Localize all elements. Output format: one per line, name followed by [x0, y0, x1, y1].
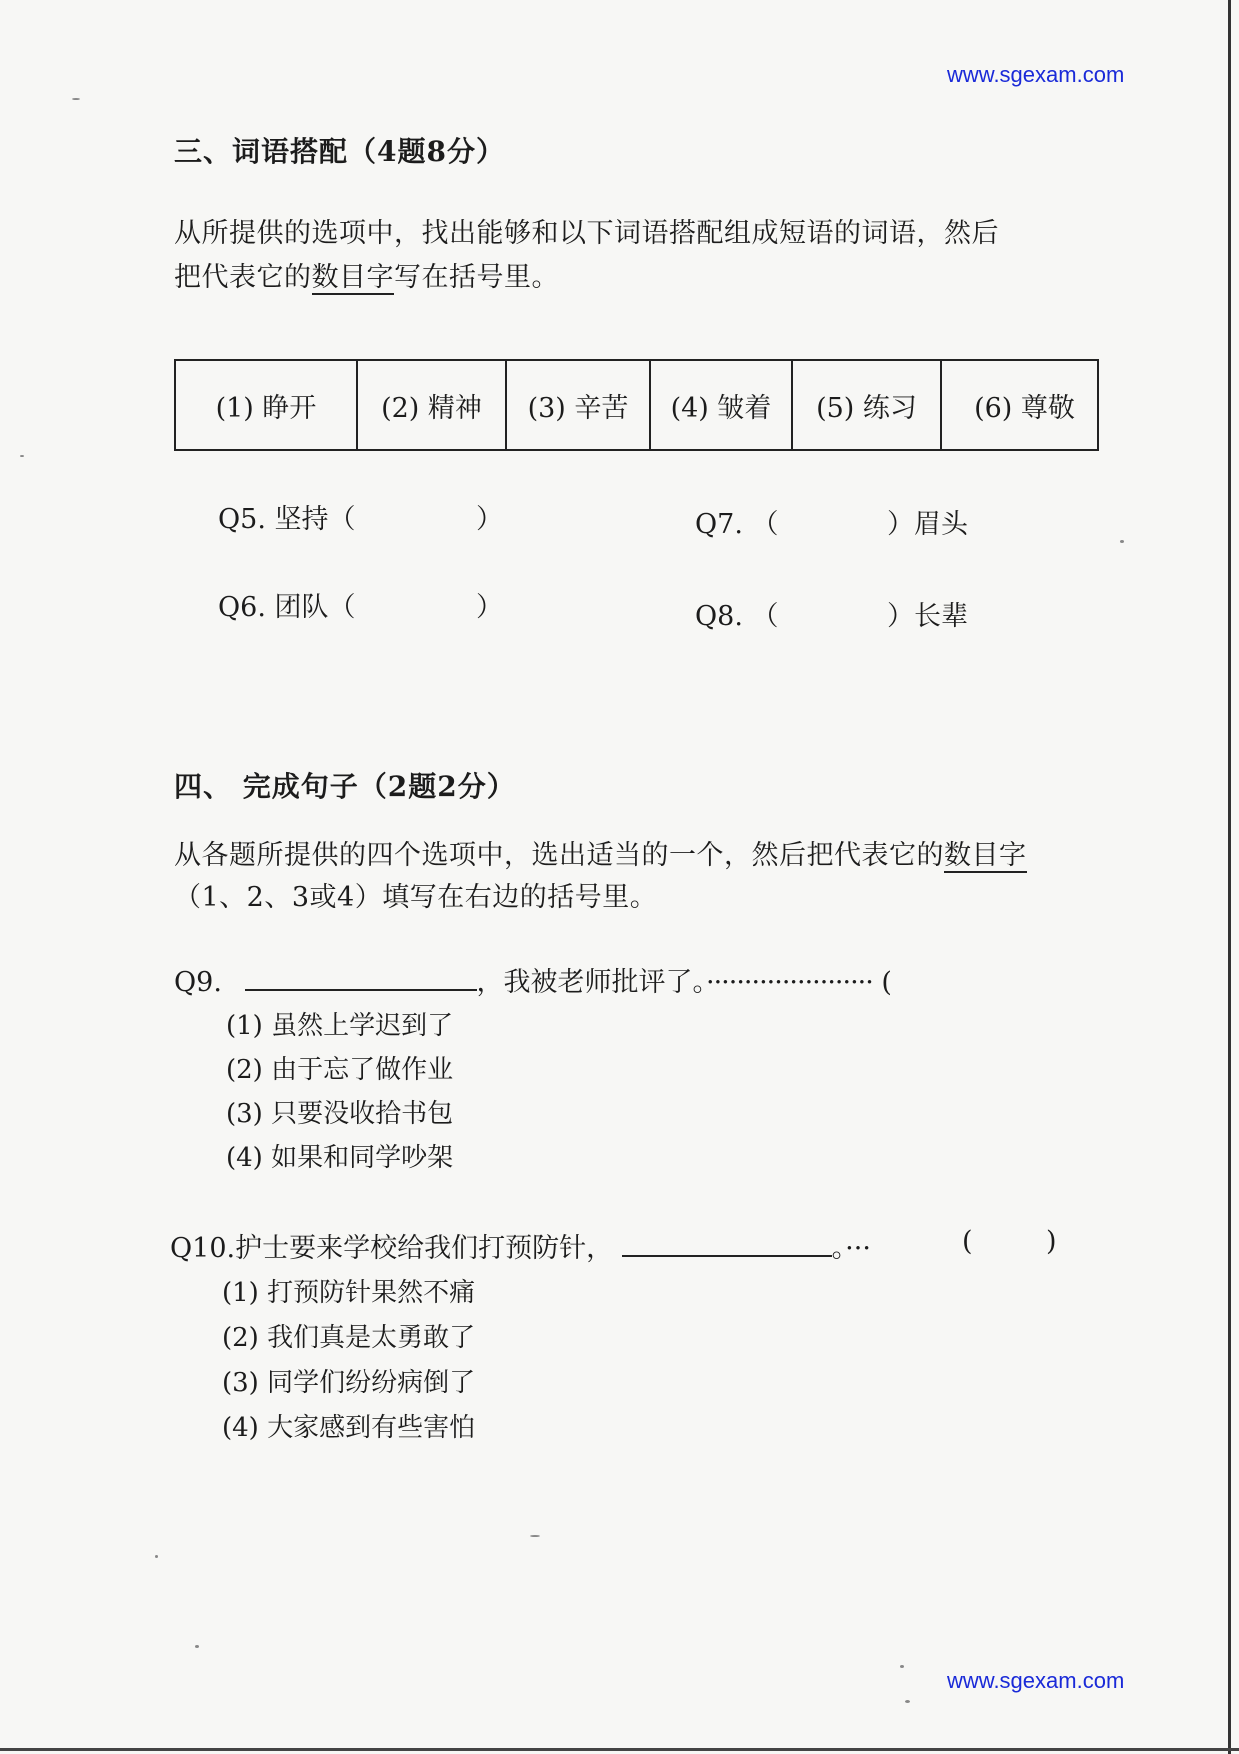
q6-close-bracket: ） — [476, 592, 503, 623]
close-bracket: ） — [887, 509, 914, 540]
section3-instruction-line2 — [174, 256, 559, 300]
question-q7: Q7. （ — [695, 509, 779, 540]
scan-speck — [20, 455, 24, 457]
q10-option-2: (2) 我们真是太勇敢了 — [222, 1323, 476, 1353]
scan-speck — [72, 98, 80, 100]
question-q6 — [218, 585, 355, 624]
q9-option-4: (4) 如果和同学吵架 — [226, 1143, 454, 1173]
sentence-end: 。··· — [831, 1233, 871, 1264]
scan-speck — [530, 1535, 540, 1537]
instruction-underlined-text: 数目字 — [944, 840, 1027, 871]
word-option: (3) 辛苦 — [507, 361, 651, 449]
question-q10 — [170, 1226, 871, 1265]
q7-answer-slot[interactable] — [785, 498, 880, 534]
close-bracket: ） — [887, 601, 914, 632]
scan-speck — [905, 1700, 910, 1703]
watermark-top[interactable]: www.sgexam.com — [947, 62, 1125, 87]
q8-answer-slot[interactable] — [785, 590, 880, 626]
q5-close-bracket: ） — [476, 504, 503, 535]
q6-answer-slot[interactable] — [372, 581, 467, 617]
leader-dots: ······················ — [706, 967, 873, 998]
q9-option-1: (1) 虽然上学迟到了 — [226, 1011, 454, 1041]
word-option: (2) 精神 — [358, 361, 507, 449]
scan-speck — [900, 1665, 904, 1668]
q9-option-3: (3) 只要没收拾书包 — [226, 1099, 454, 1129]
question-sentence: ，我被老师批评了。 — [476, 967, 706, 998]
answer-bracket-open[interactable]: ( — [881, 967, 892, 998]
question-number: Q9. — [174, 967, 222, 998]
section3-instruction-line1: 从所提供的选项中，找出能够和以下词语搭配组成短语的词语，然后 — [174, 218, 999, 249]
word-option: (5) 练习 — [793, 361, 942, 449]
question-number: Q10. — [170, 1233, 236, 1264]
q9-blank-line — [245, 989, 477, 991]
q9-option-2: (2) 由于忘了做作业 — [226, 1055, 454, 1085]
scan-speck — [195, 1645, 199, 1648]
q10-blank-line — [622, 1255, 832, 1257]
question-q8-tail — [887, 594, 968, 633]
section4-instruction-line1 — [174, 834, 1027, 878]
scan-edge-bottom — [0, 1748, 1239, 1751]
question-label: Q5. 坚持（ — [218, 504, 356, 535]
question-sentence: 护士要来学校给我们打预防针， — [235, 1233, 614, 1264]
collocation-word: 长辈 — [914, 601, 968, 632]
instruction-text: 写在括号里。 — [394, 262, 559, 293]
instruction-text: 把代表它的 — [174, 262, 312, 293]
question-q9 — [174, 960, 892, 999]
q10-option-4: (4) 大家感到有些害怕 — [222, 1413, 476, 1443]
scan-edge-right — [1228, 0, 1231, 1754]
word-option: (1) 睁开 — [176, 361, 358, 449]
question-label: Q6. 团队（ — [218, 592, 356, 623]
instruction-underlined-text: 数目字 — [311, 262, 394, 293]
section3-title: 三、词语搭配（4题8分） — [174, 135, 505, 168]
word-option: (4) 皱着 — [651, 361, 793, 449]
q10-option-1: (1) 打预防针果然不痛 — [222, 1278, 476, 1308]
section4-title: 四、 完成句子（2题2分） — [174, 770, 516, 803]
word-options-table — [174, 359, 1099, 451]
question-q7-tail — [887, 502, 968, 541]
q5-answer-slot[interactable] — [372, 493, 467, 529]
q10-bracket-open: ( — [962, 1226, 973, 1257]
q10-option-3: (3) 同学们纷纷病倒了 — [222, 1368, 476, 1398]
q10-bracket-close: ) — [1046, 1226, 1057, 1257]
scan-speck — [155, 1555, 158, 1558]
instruction-text: 从各题所提供的四个选项中，选出适当的一个，然后把代表它的 — [174, 840, 944, 871]
q10-answer-slot[interactable] — [975, 1222, 1041, 1258]
section4-instruction-line2: （1、2、3或4）填写在右边的括号里。 — [174, 882, 658, 913]
watermark-bottom[interactable]: www.sgexam.com — [947, 1668, 1125, 1693]
question-q5 — [218, 497, 355, 536]
question-q8: Q8. （ — [695, 601, 779, 632]
word-option: (6) 尊敬 — [974, 392, 1075, 424]
collocation-word: 眉头 — [914, 509, 968, 540]
scan-speck — [1120, 540, 1124, 543]
